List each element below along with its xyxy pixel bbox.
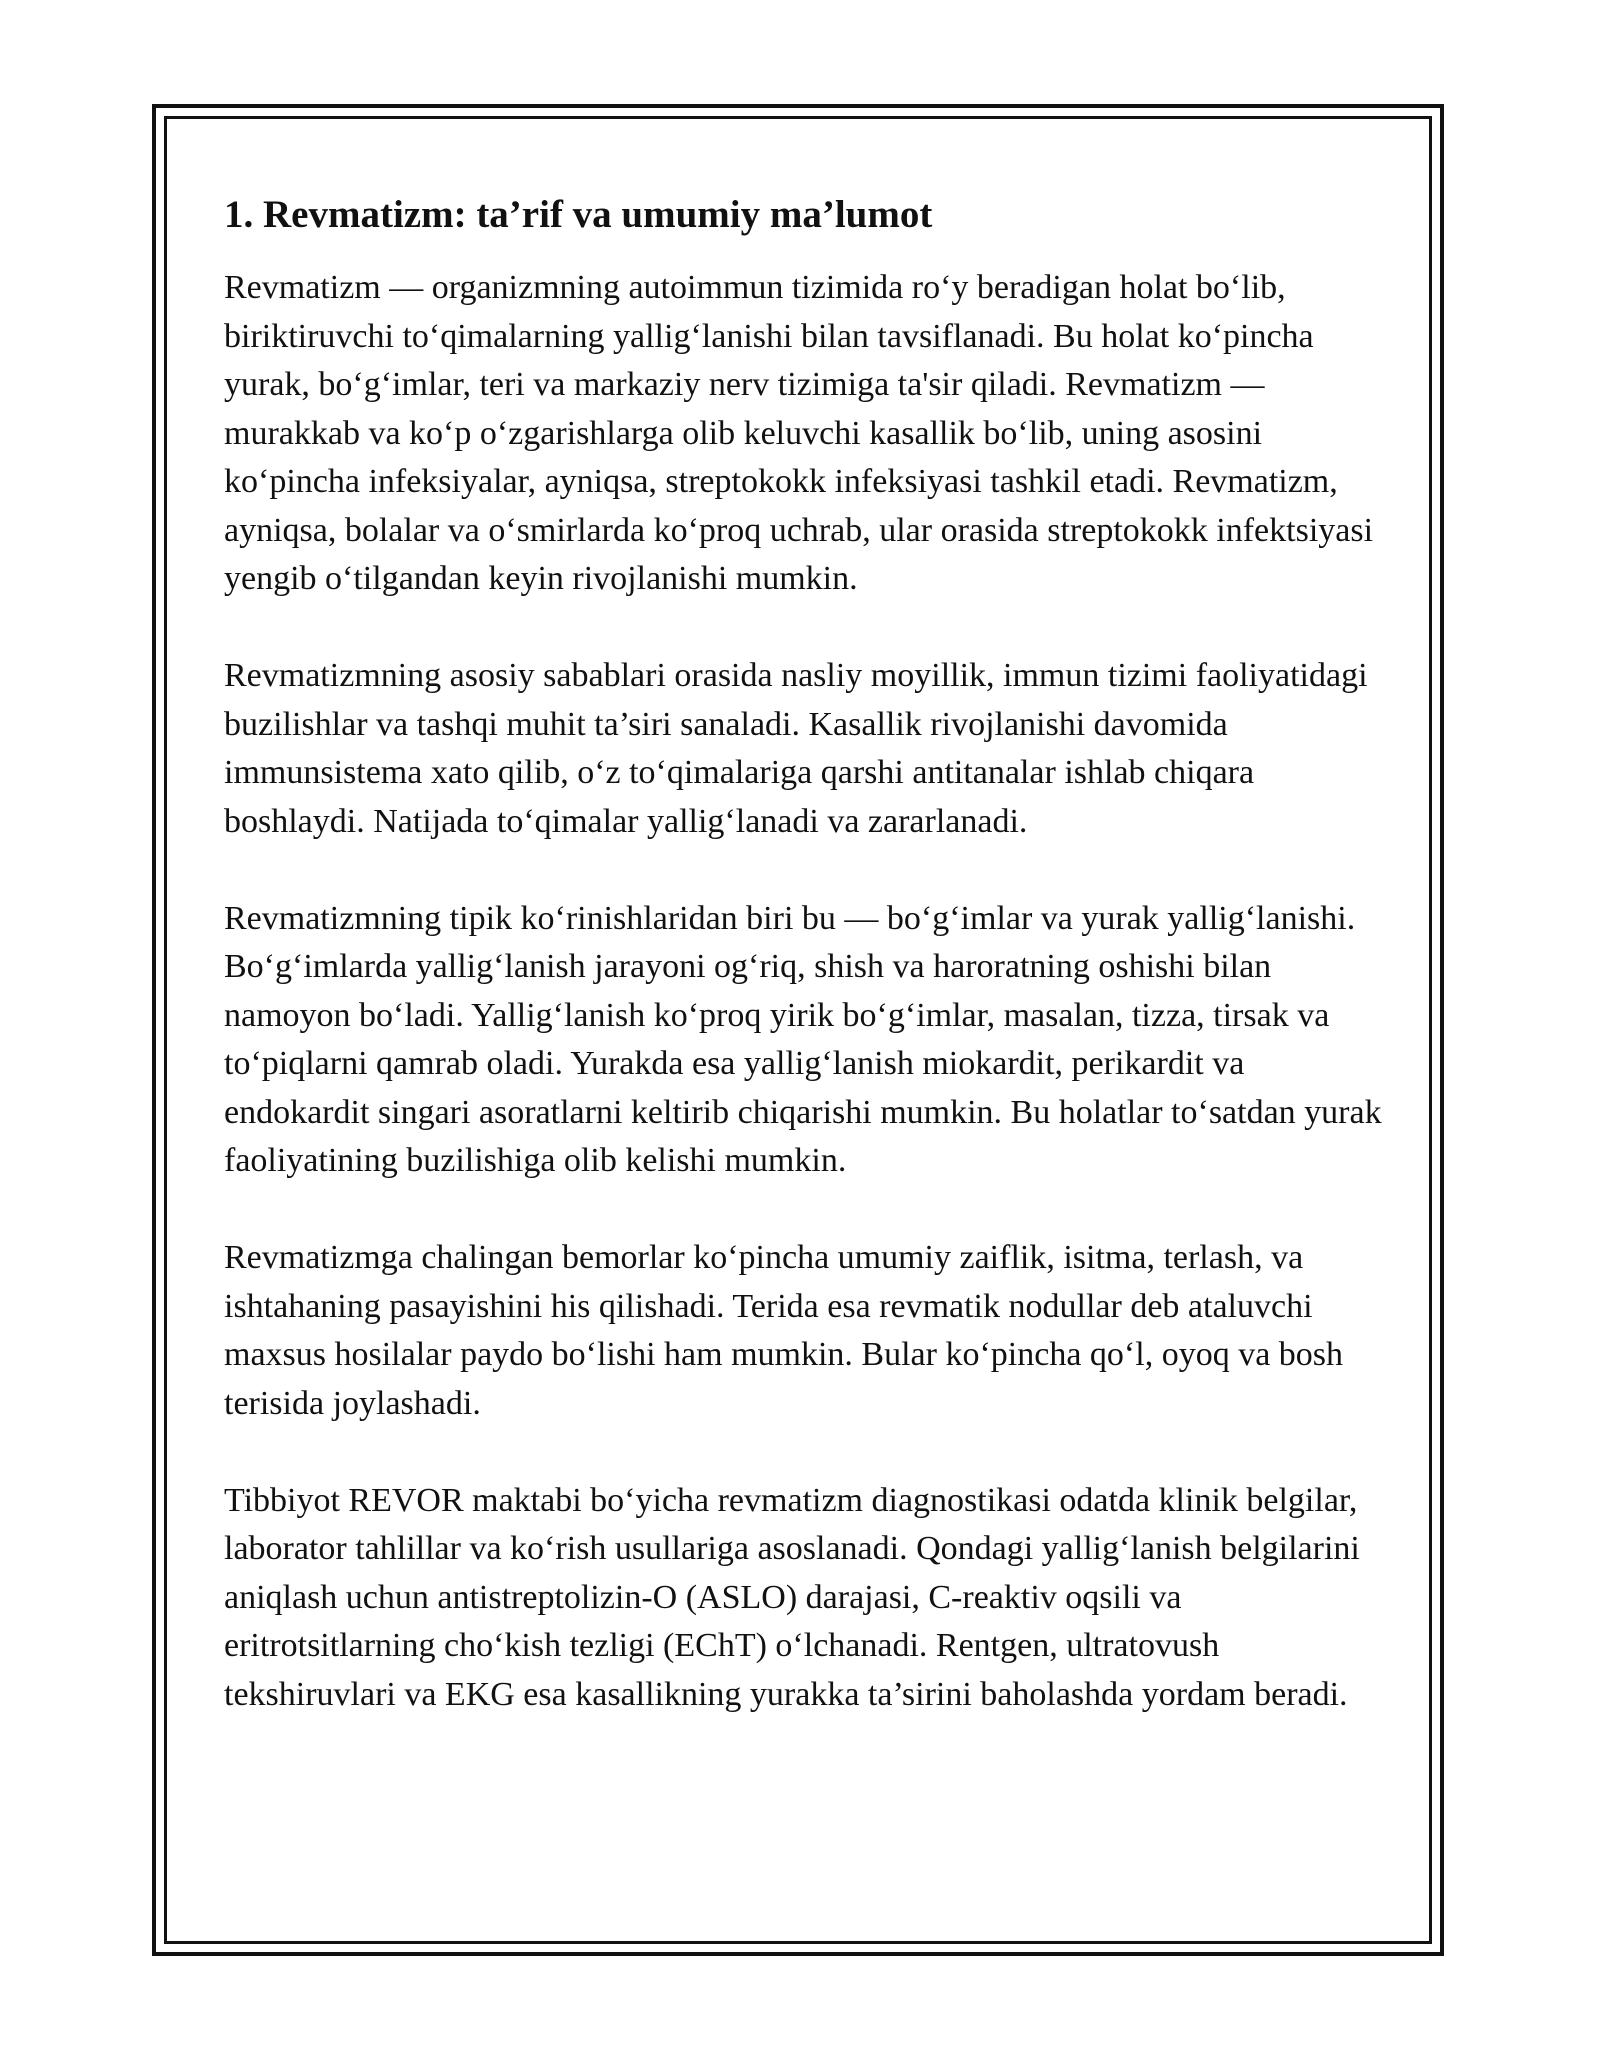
document-body — [224, 188, 1384, 1768]
paragraph-symptoms: Revmatizmga chalingan bemorlar koʻpincha umumiy zaiflik, isitma, terlash, va ishtahaning pasayishini his qilishadi. Terida esa revmatik nodullar deb ataluvchi maxsus hosilalar paydo boʻlishi ham mumkin. Bular koʻpincha qoʻl, oyoq va bosh terisida joylashadi. — [224, 1239, 1344, 1422]
paragraph-causes: Revmatizmning asosiy sabablari orasida nasliy moyillik, immun tizimi faoliyatidagi buzilishlar va tashqi muhit ta’siri sanaladi. Kasallik rivojlanishi davomida immunsistema xato qilib, oʻz toʻqimalariga qarshi antitanalar ishlab chiqara boshlaydi. Natijada toʻqimalar yalligʻlanadi va zararlanadi. — [224, 657, 1368, 840]
section-heading: 1. Revmatizm: ta’rif va umumiy ma’lumot — [224, 193, 933, 236]
paragraph-diagnostics: Tibbiyot REVOR maktabi boʻyicha revmatizm diagnostikasi odatda klinik belgilar, laborator tahlillar va koʻrish usullariga asoslanadi. Qondagi yalligʻlanish belgilarini aniqlash uchun antistreptolizin-O (ASLO) darajasi, C-reaktiv oqsili va eritrotsitlarning choʻkish tezligi (EChT) oʻlchanadi. Rentgen, ultratovush tekshiruvlari va EKG esa kasallikning yurakka ta’sirini baholashda yordam beradi. — [224, 1481, 1360, 1713]
paragraph-definition: Revmatizm — organizmning autoimmun tizimida roʻy beradigan holat boʻlib, biriktiruvchi toʻqimalarning yalligʻlanishi bilan tavsiflanadi. Bu holat koʻpincha yurak, boʻgʻimlar, teri va markaziy nerv tizimiga ta'sir qiladi. Revmatizm — murakkab va koʻp oʻzgarishlarga olib keluvchi kasallik boʻlib, uning asosini koʻpincha infeksiyalar, ayniqsa, streptokokk infeksiyasi tashkil etadi. Revmatizm, ayniqsa, bolalar va oʻsmirlarda koʻproq uchrab, ular orasida streptokokk infektsiyasi yengib oʻtilgandan keyin rivojlanishi mumkin. — [224, 269, 1374, 597]
paragraph-manifestations: Revmatizmning tipik koʻrinishlaridan biri bu — boʻgʻimlar va yurak yalligʻlanishi. Boʻgʻimlarda yalligʻlanish jarayoni ogʻriq, shish va haroratning oshishi bilan namoyon boʻladi. Yalligʻlanish koʻproq yirik boʻgʻimlar, masalan, tizza, tirsak va toʻpiqlarni qamrab oladi. Yurakda esa yalligʻlanish miokardit, perikardit va endokardit singari asoratlarni keltirib chiqarishi mumkin. Bu holatlar toʻsatdan yurak faoliyatining buzilishiga olib kelishi mumkin. — [224, 899, 1382, 1179]
